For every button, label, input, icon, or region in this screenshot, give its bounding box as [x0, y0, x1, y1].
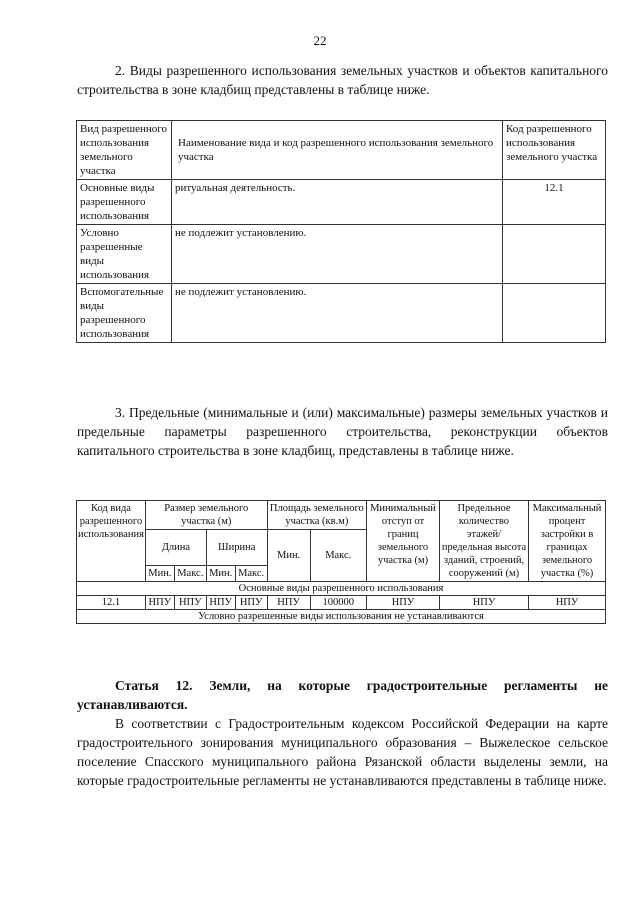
header-length: Длина: [145, 530, 206, 566]
cell: НПУ: [367, 596, 440, 610]
table-row: [77, 225, 606, 284]
cell: НПУ: [440, 596, 529, 610]
header-area: Площадь земельного участка (кв.м): [267, 501, 366, 530]
section-conditional-uses: Условно разрешенные виды использования не устанавливаются: [77, 610, 606, 624]
table-row: [77, 284, 606, 343]
row-name: не подлежит установлению.: [172, 284, 503, 343]
cell: НПУ: [206, 596, 235, 610]
cell: 12.1: [77, 596, 146, 610]
paragraph-limits: 3. Предельные (минимальные и (или) максимальные) размеры земельных участков и предельные параметры разрешенного строительства, реконструкции объектов капитального строительства в зоне кладбищ, представлены в таблице ниже.: [77, 405, 608, 458]
cell: НПУ: [145, 596, 174, 610]
header-use-code: Код разрешенного использования земельного участка: [503, 121, 606, 180]
header-code: Код вида разрешенного использования: [77, 501, 146, 582]
header-floors: Предельное количество этажей/ предельная высота зданий, строений, сооружений (м): [440, 501, 529, 582]
cell: 100000: [310, 596, 366, 610]
header-width: Ширина: [206, 530, 267, 566]
header-size: Размер земельного участка (м): [145, 501, 267, 530]
paragraph-zone-uses: 2. Виды разрешенного использования земельных участков и объектов капитального строительства в зоне кладбищ представлены в таблице ниже.: [77, 63, 608, 97]
cell: НПУ: [235, 596, 267, 610]
row-name: ритуальная деятельность.: [172, 180, 503, 225]
cell: НПУ: [174, 596, 206, 610]
row-code: [503, 225, 606, 284]
cell: НПУ: [529, 596, 606, 610]
paragraph-excluded-lands: В соответствии с Градостроительным кодексом Российской Федерации на карте градостроительного зонирования муниципального образования – Выжелеское сельское поселение Спасского муниципального района Рязанской области выделены земли, на которые градостроительные регламенты не устанавливаются представлены в таблице ниже.: [77, 716, 608, 788]
page-number: 22: [313, 33, 327, 48]
article-title: Статья 12. Земли, на которые градостроительные регламенты не устанавливаются.: [77, 678, 608, 712]
row-type: Вспомогательные виды разрешенного использования: [77, 284, 172, 343]
uses-table: [76, 120, 606, 343]
table-row: [77, 180, 606, 225]
section-main-uses: Основные виды разрешенного использования: [77, 582, 606, 596]
row-name: не подлежит установлению.: [172, 225, 503, 284]
cell: НПУ: [267, 596, 310, 610]
header-indent: Минимальный отступ от границ земельного участка (м): [367, 501, 440, 582]
header-width-min: Мин.: [206, 566, 235, 582]
row-code: [503, 284, 606, 343]
header-length-max: Макс.: [174, 566, 206, 582]
table-row: [77, 596, 606, 610]
header-use-type: Вид разрешенного использования земельного участка: [77, 121, 172, 180]
header-use-name: Наименование вида и код разрешенного использования земельного участка: [172, 121, 503, 180]
row-code: 12.1: [503, 180, 606, 225]
header-area-max: Макс.: [310, 530, 366, 582]
header-percent: Максимальный процент застройки в границах земельного участка (%): [529, 501, 606, 582]
limits-table: [76, 500, 606, 624]
header-length-min: Мин.: [145, 566, 174, 582]
header-width-max: Макс.: [235, 566, 267, 582]
row-type: Условно разрешенные виды использования: [77, 225, 172, 284]
header-area-min: Мин.: [267, 530, 310, 582]
row-type: Основные виды разрешенного использования: [77, 180, 172, 225]
table-header-row: [77, 121, 606, 180]
